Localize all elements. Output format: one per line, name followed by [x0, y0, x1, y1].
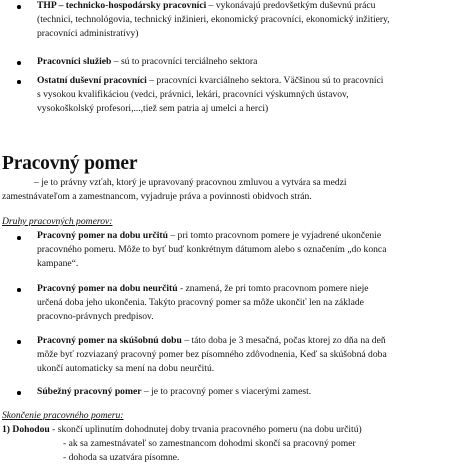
- list-item-term: THP – technicko-hospodársky pracovníci: [37, 0, 207, 11]
- type-item-indefinite: [37, 282, 457, 325]
- type-text: kampane“.: [37, 258, 79, 270]
- section-heading: [2, 153, 137, 174]
- types-heading: Druhy pracovných pomerov:: [2, 216, 113, 227]
- termination-item: [2, 423, 460, 466]
- type-item-concurrent: [37, 385, 457, 399]
- termination-term: 1) Dohodou: [2, 424, 50, 435]
- type-term: Pracovný pomer na skúšobnú dobu: [37, 335, 182, 346]
- type-term: Súbežný pracovný pomer: [37, 386, 142, 397]
- page-title: Pracovný pomer: [2, 153, 138, 174]
- type-text: - znamená, že pri tomto pracovnom pomere nieje: [177, 283, 369, 294]
- type-term: Pracovný pomer na dobu určitú: [37, 230, 168, 241]
- termination-heading: Skončenie pracovného pomeru:: [2, 410, 124, 421]
- list-item-other-mental: [37, 74, 457, 117]
- bullet-icon: [17, 288, 21, 292]
- type-text: pracovno-právnych predpisov.: [37, 311, 154, 323]
- list-item-text: – vykonávajú predovšetkým duševnú prácu: [206, 0, 376, 11]
- bullet-icon: [17, 340, 21, 344]
- type-text: pracovného pomeru. Môže to byť buď konkrétnym dátumom alebo s označením „do konca: [37, 244, 387, 256]
- list-item-text: (technici, technológovia, technický inžinieri, ekonomický pracovníci, ekonomický inžitiery,: [37, 14, 390, 26]
- list-item-text: – sú to pracovníci terciálneho sektora: [111, 56, 258, 67]
- bullet-icon: [17, 5, 21, 9]
- list-item-text: s vysokou kvalifikáciou (vedci, právnici, lekári, pracovníci výskumných ústavov,: [37, 89, 349, 101]
- bullet-icon: [17, 391, 21, 395]
- type-text: určená doba jeho ukončenia. Takýto pracovný pomer sa môže ukončiť len na základe: [37, 297, 364, 309]
- type-term: Pracovný pomer na dobu neurčitú: [37, 283, 178, 294]
- intro-paragraph: [2, 176, 457, 204]
- list-item-text: – pracovníci kvarciálneho sektora. Väčšinou sú to pracovníci: [146, 75, 384, 86]
- type-text: môže byť rozviazaný pracovný pomer bez písomného zdôvodnenia, Keď sa skúšobná doba: [37, 349, 387, 361]
- intro-line: zamestnávateľom a zamestnancom, vyjadruje práva a povinnosti obidvoch strán.: [2, 191, 312, 203]
- termination-sub: - ak sa zamestnávateľ so zamestnancom dohodmi skončí sa pracovný pomer: [63, 438, 356, 450]
- type-item-fixed: [37, 229, 457, 272]
- list-item-text: vysokoškolský profesori,...,tiež sem patria aj umelci a herci): [37, 103, 269, 115]
- list-item-thp: [37, 0, 457, 42]
- type-text: ukončí automaticky sa mení na dobu neurčitú.: [37, 363, 215, 375]
- intro-line: – je to právny vzťah, ktorý je upravovaný pracovnou zmluvou a vytvára sa medzi: [34, 177, 347, 188]
- list-item-services: [37, 55, 457, 69]
- type-text: – pri tomto pracovnom pomere je vyjadrené ukončenie: [167, 230, 382, 241]
- list-item-term: Ostatní duševní pracovníci: [37, 75, 147, 86]
- type-text: – je to pracovný pomer s viacerými zamest.: [141, 386, 312, 397]
- list-item-term: Pracovníci služieb: [37, 56, 112, 67]
- bullet-icon: [17, 236, 21, 240]
- bullet-icon: [17, 80, 21, 84]
- type-text: – táto doba je 3 mesačná, počas ktorej zo dňa na deň: [181, 335, 386, 346]
- type-item-probation: [37, 334, 457, 377]
- termination-sub: - dohoda sa uzatvára písomne.: [63, 452, 180, 464]
- list-item-text: pracovníci administratívy): [37, 28, 139, 40]
- termination-text: - skončí uplinutím dohodnutej doby trvania pracovného pomeru (na dobu určitú): [49, 424, 362, 435]
- bullet-icon: [17, 61, 21, 65]
